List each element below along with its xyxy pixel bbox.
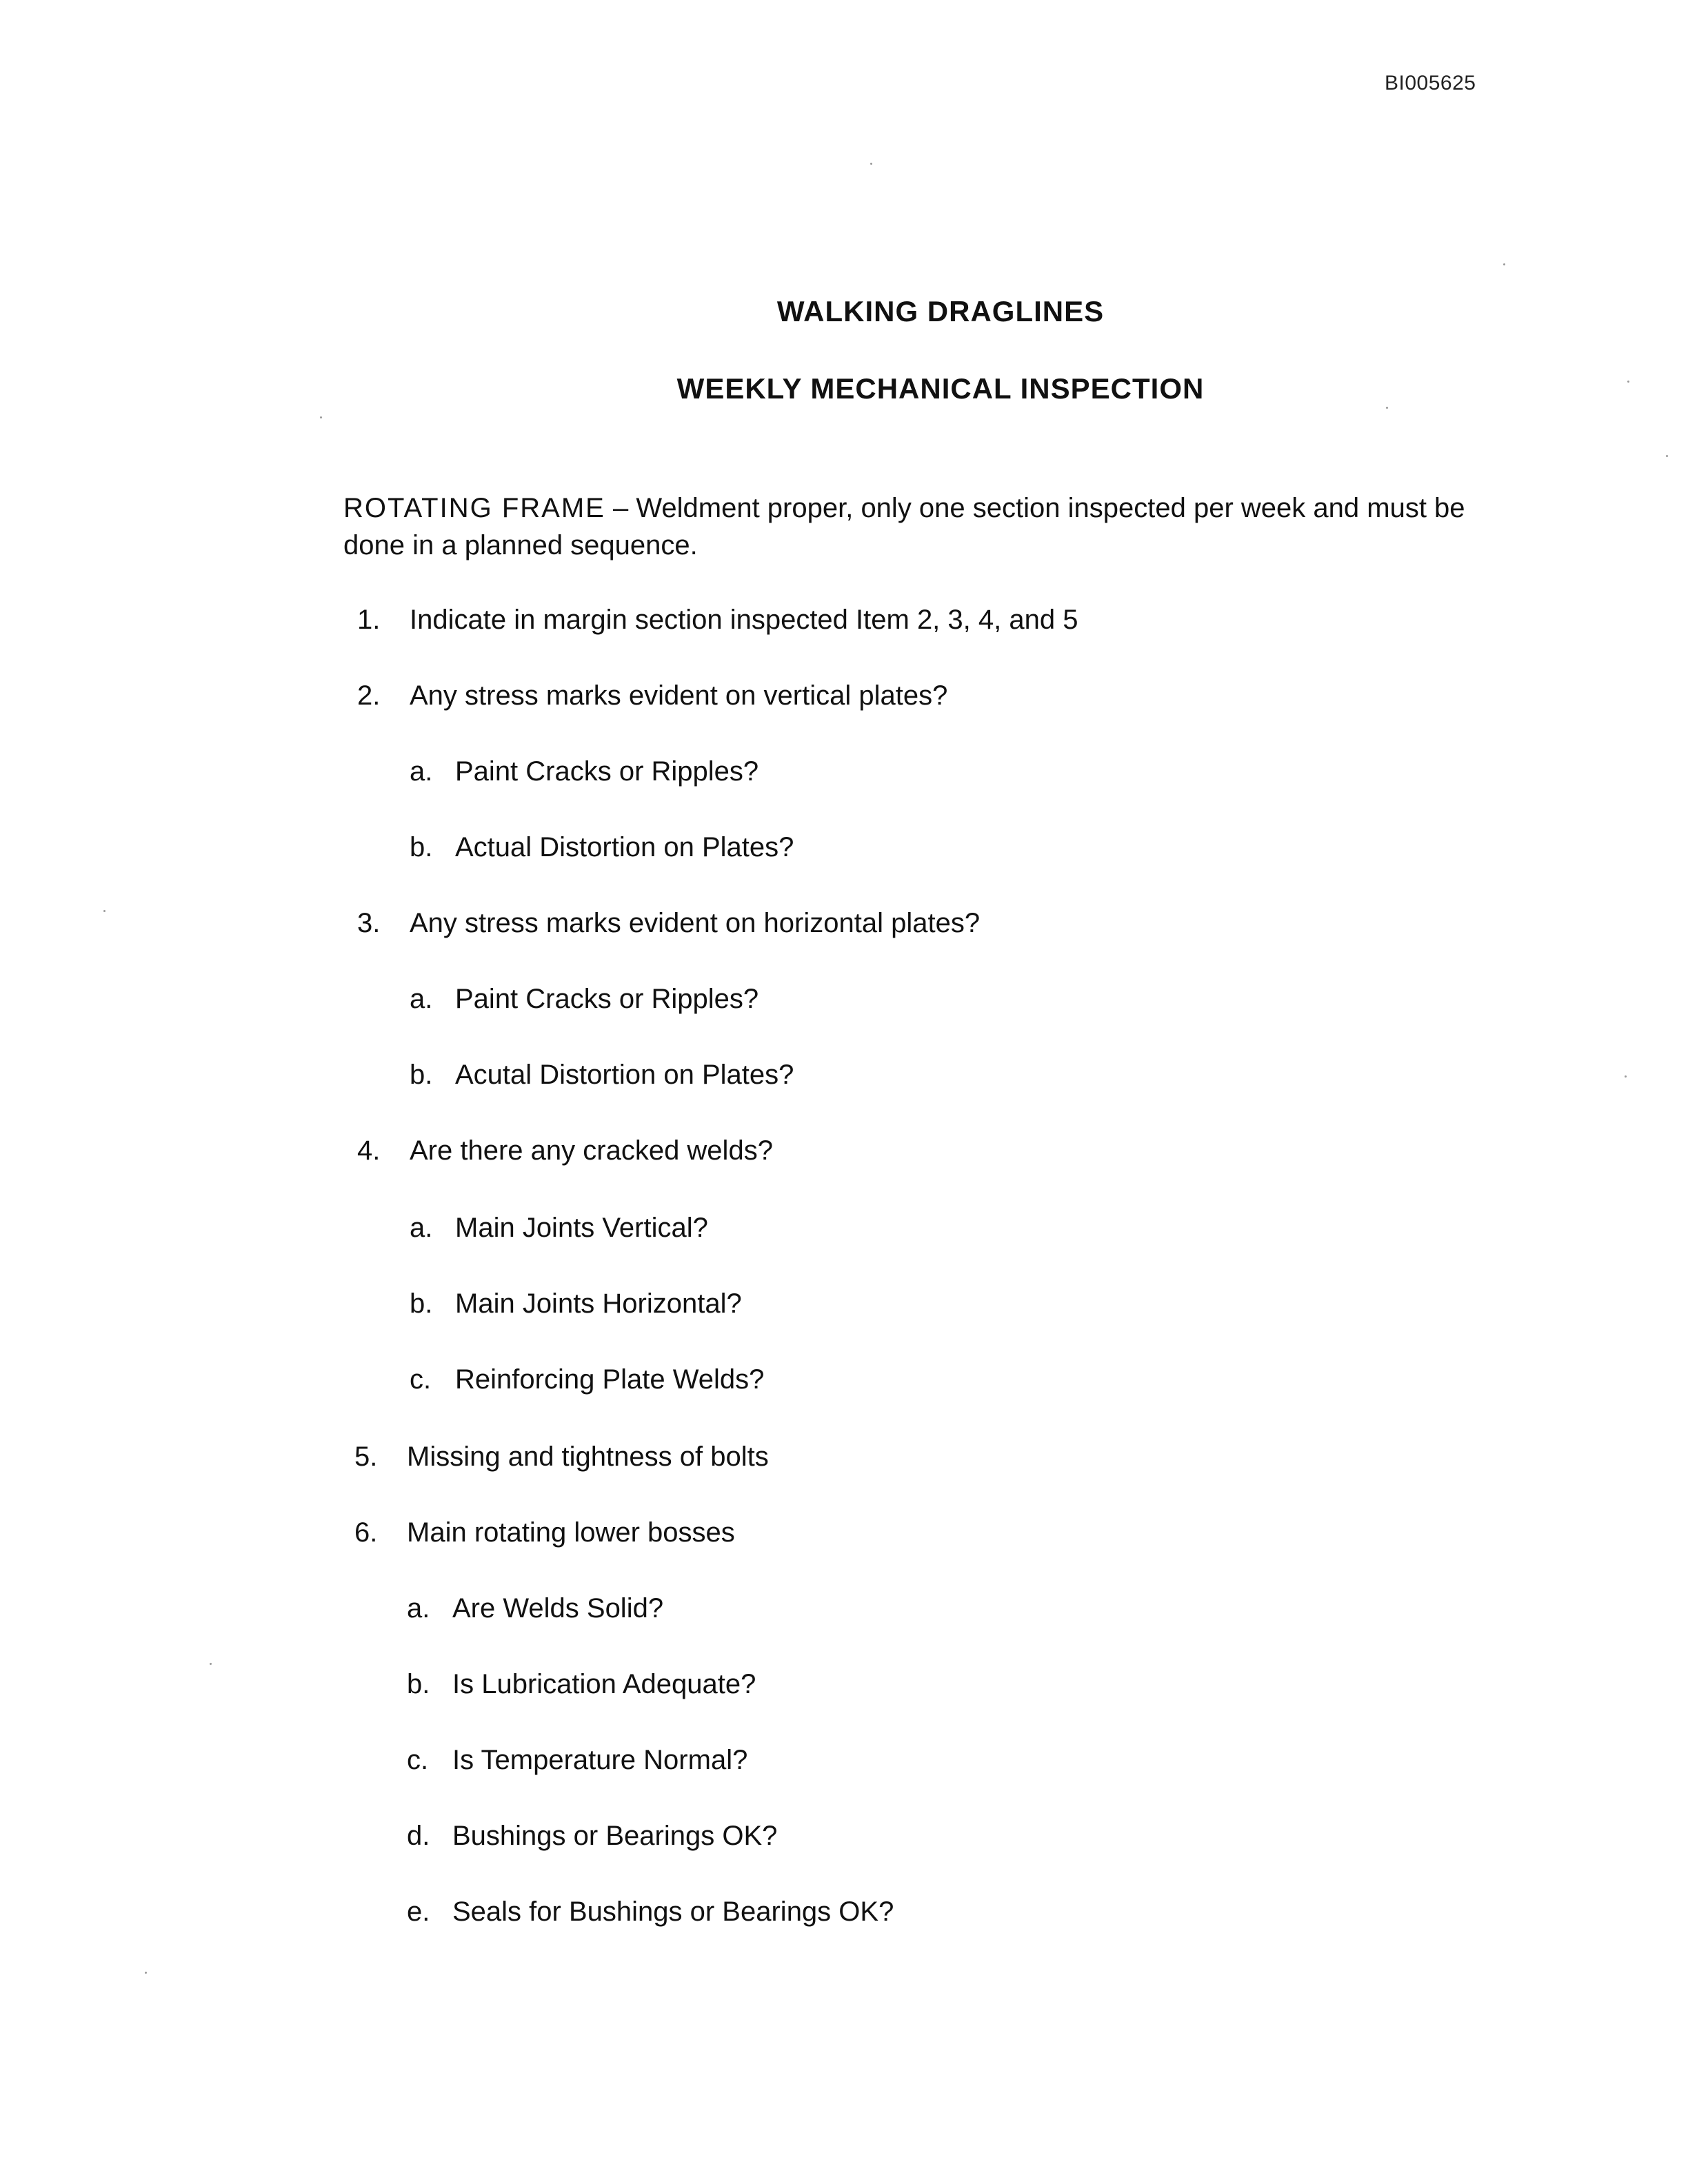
document-title: WALKING DRAGLINES bbox=[776, 295, 1105, 327]
scan-speck bbox=[1627, 381, 1629, 383]
section-intro bbox=[343, 489, 1529, 564]
item-text: Are Welds Solid? bbox=[452, 1593, 664, 1624]
scan-speck bbox=[1666, 455, 1668, 457]
item-text: Main Joints Vertical? bbox=[455, 1213, 708, 1243]
item-text: Acutal Distortion on Plates? bbox=[455, 1060, 794, 1090]
scan-speck bbox=[210, 1663, 212, 1665]
section-dash: – bbox=[612, 493, 629, 523]
item-letter: a. bbox=[407, 1593, 430, 1624]
item-number: 3. bbox=[357, 908, 381, 938]
item-letter: a. bbox=[410, 984, 433, 1014]
item-text: Main Joints Horizontal? bbox=[455, 1288, 742, 1319]
item-text: Indicate in margin section inspected Item 2, 3, 4, and 5 bbox=[410, 605, 1078, 635]
scan-speck bbox=[1625, 1075, 1627, 1078]
item-text: Main rotating lower bosses bbox=[407, 1517, 735, 1548]
item-text: Actual Distortion on Plates? bbox=[455, 832, 794, 862]
scan-speck bbox=[145, 1972, 147, 1974]
item-text: Paint Cracks or Ripples? bbox=[455, 756, 759, 787]
item-text: Missing and tightness of bolts bbox=[407, 1442, 769, 1472]
item-text: Is Lubrication Adequate? bbox=[452, 1669, 756, 1699]
item-text: Any stress marks evident on horizontal plates? bbox=[410, 908, 981, 938]
document-subtitle: WEEKLY MECHANICAL INSPECTION bbox=[676, 372, 1205, 405]
item-number: 4. bbox=[357, 1135, 381, 1166]
item-text: Bushings or Bearings OK? bbox=[452, 1821, 778, 1851]
item-text: Are there any cracked welds? bbox=[410, 1135, 773, 1166]
document-id: BI005625 bbox=[1385, 72, 1476, 94]
item-letter: e. bbox=[407, 1897, 430, 1927]
scan-speck bbox=[1503, 263, 1505, 265]
scan-speck bbox=[1386, 407, 1388, 409]
item-letter: b. bbox=[410, 1288, 433, 1319]
section-description: Weldment proper, only one section inspected per week and must be done in a planned sequence. bbox=[343, 493, 1465, 560]
item-text: Reinforcing Plate Welds? bbox=[455, 1364, 765, 1395]
item-number: 2. bbox=[357, 680, 381, 711]
item-letter: b. bbox=[410, 832, 433, 862]
item-text: Is Temperature Normal? bbox=[452, 1745, 748, 1775]
item-letter: c. bbox=[410, 1364, 432, 1395]
item-number: 5. bbox=[354, 1442, 378, 1472]
scan-speck bbox=[320, 416, 322, 418]
item-letter: a. bbox=[410, 1213, 433, 1243]
section-heading: ROTATING FRAME bbox=[343, 493, 605, 523]
item-number: 6. bbox=[354, 1517, 378, 1548]
scan-speck bbox=[103, 910, 106, 912]
item-text: Paint Cracks or Ripples? bbox=[455, 984, 759, 1014]
item-text: Any stress marks evident on vertical plates? bbox=[410, 680, 948, 711]
item-letter: a. bbox=[410, 756, 433, 787]
scan-speck bbox=[870, 163, 872, 165]
item-text: Seals for Bushings or Bearings OK? bbox=[452, 1897, 894, 1927]
item-letter: d. bbox=[407, 1821, 430, 1851]
item-letter: c. bbox=[407, 1745, 429, 1775]
item-number: 1. bbox=[357, 605, 381, 635]
item-letter: b. bbox=[407, 1669, 430, 1699]
item-letter: b. bbox=[410, 1060, 433, 1090]
